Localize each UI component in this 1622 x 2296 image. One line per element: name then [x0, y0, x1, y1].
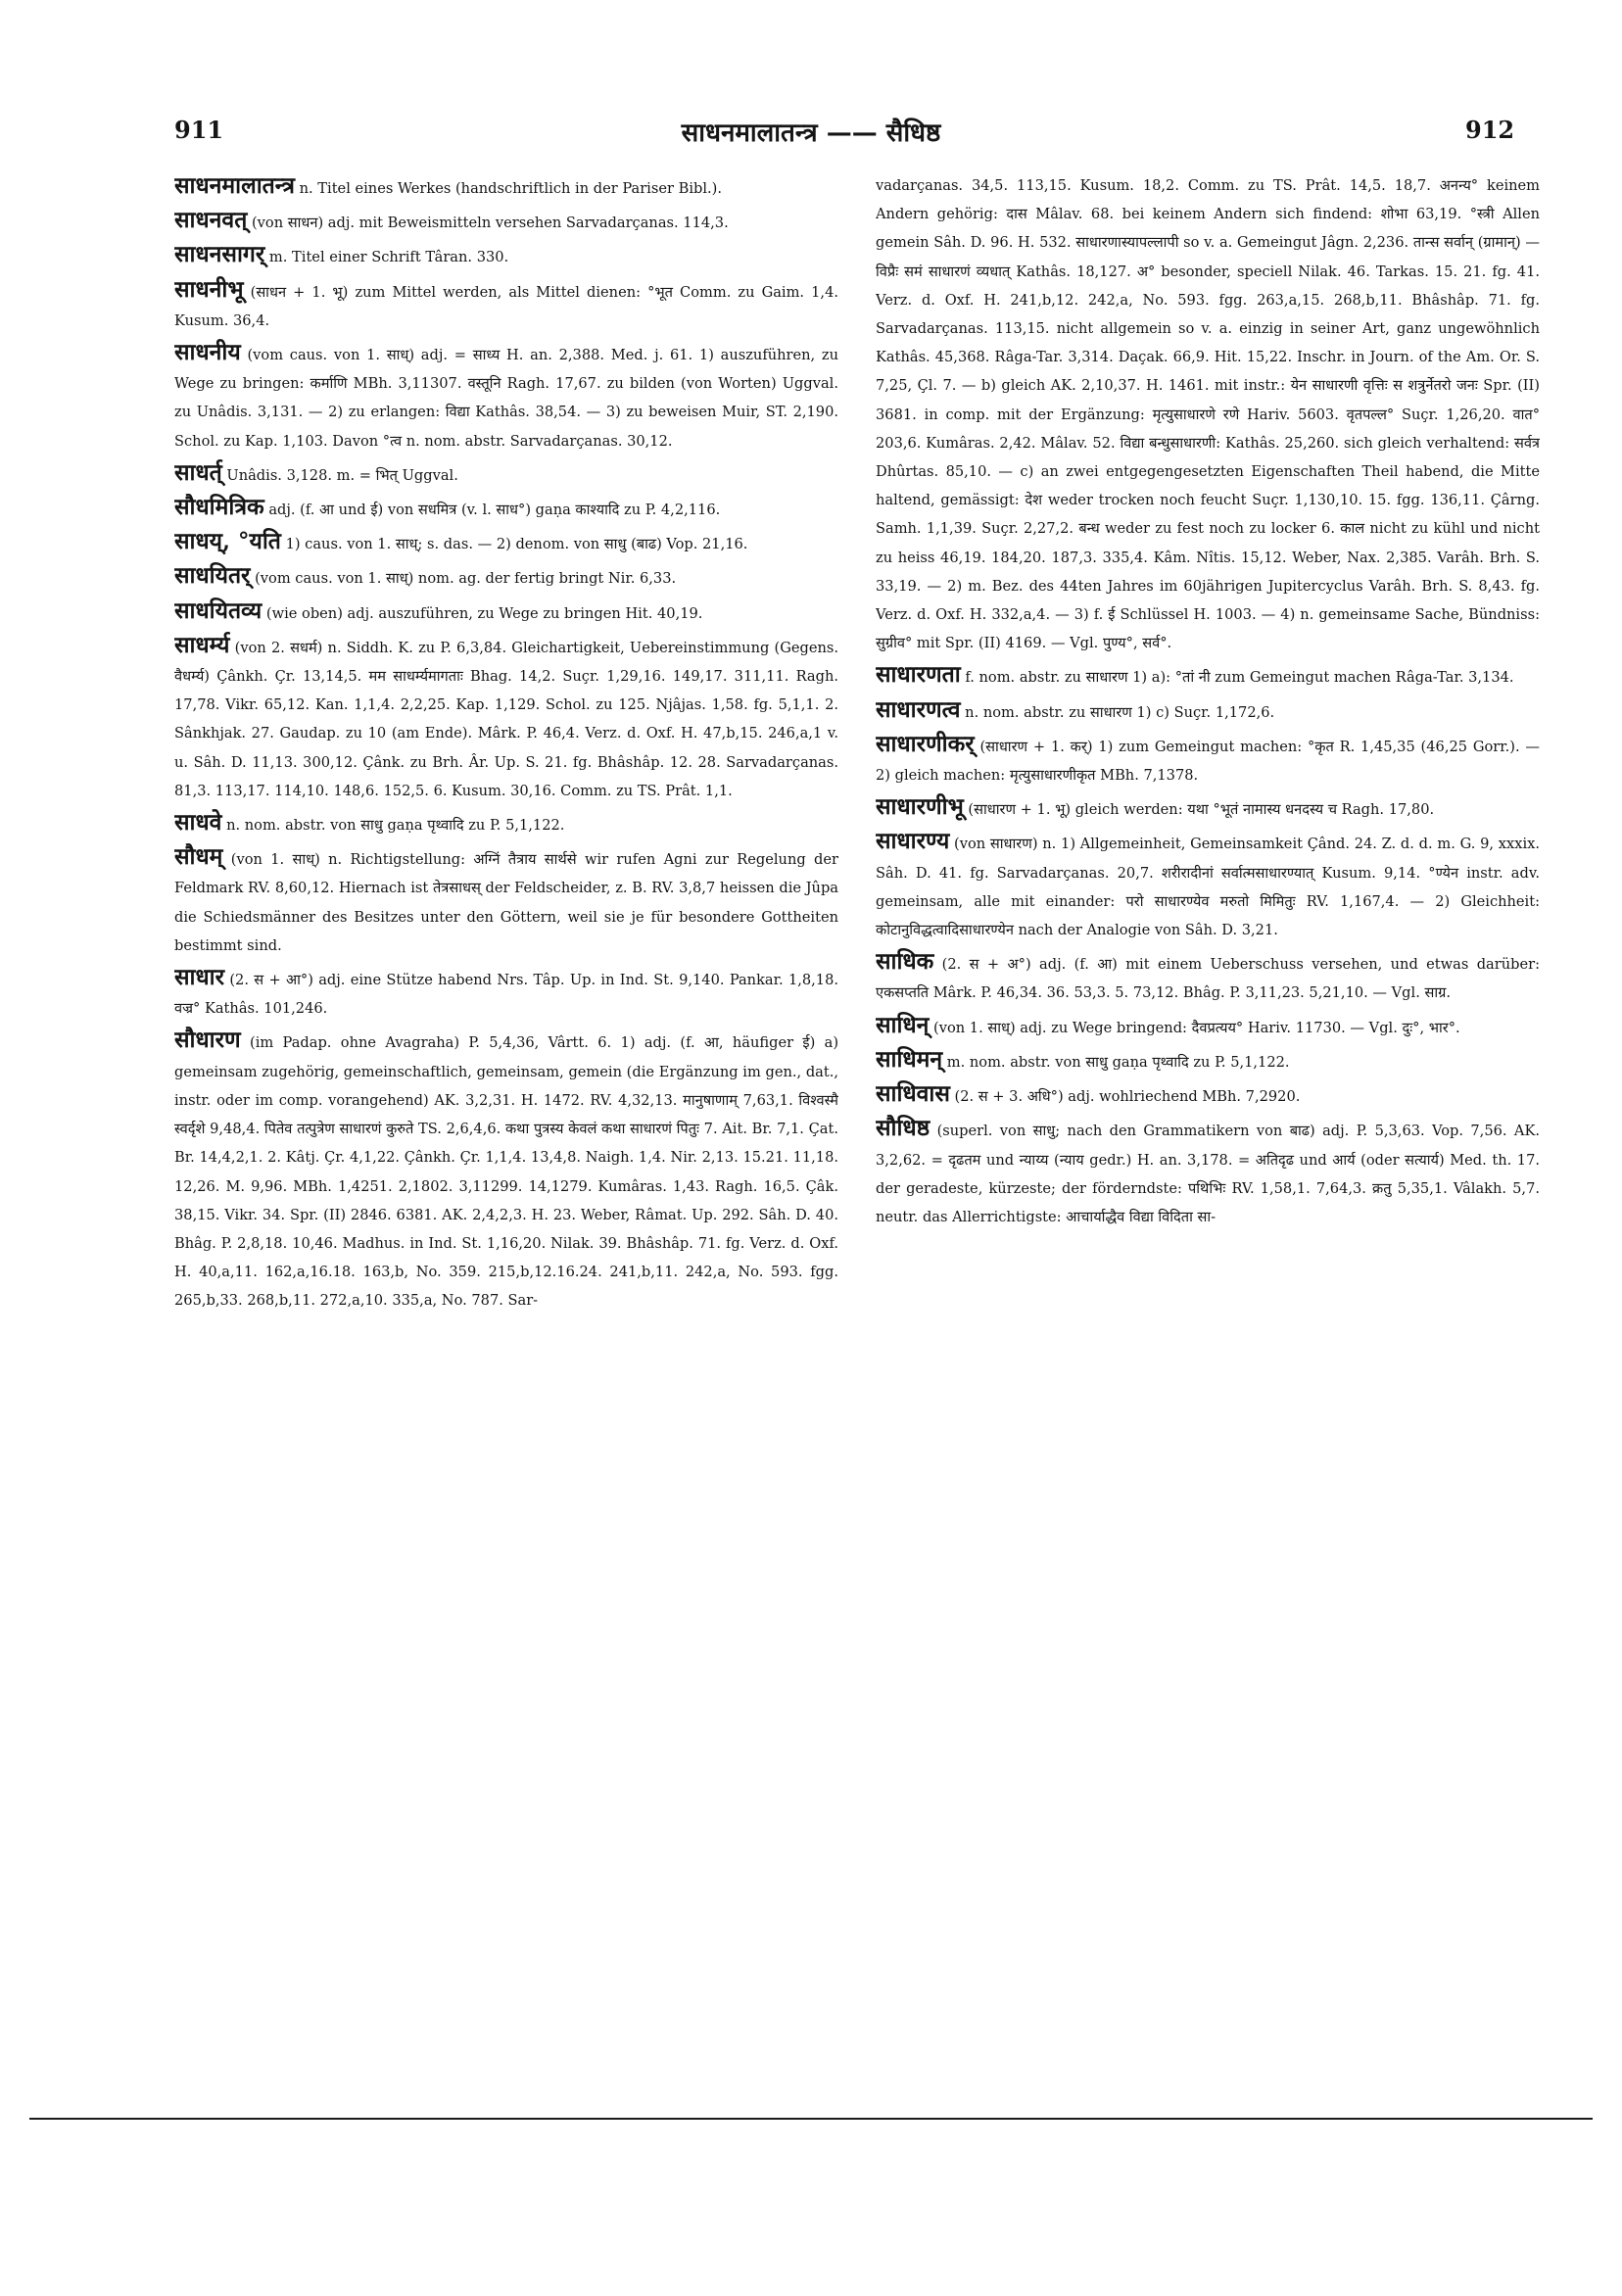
entry-definition: (2. स + 3. अधि°) adj. wohlriechend MBh. 7,2920.	[954, 1088, 1301, 1106]
entry-headword: साधयितव्य	[174, 597, 262, 624]
entry-headword: साधारणीकर्	[876, 730, 975, 757]
entry-headword: साधनमालातन्त्र	[174, 172, 295, 199]
entry-headword: साधारणता	[876, 661, 961, 689]
entry-definition: f. nom. abstr. zu साधारण 1) a): °तां नी zum Gemeingut machen Râga-Tar. 3,134.	[965, 669, 1514, 687]
entry-definition: m. nom. abstr. von साधु gaṇa पृथ्वादि zu P. 5,1,122.	[946, 1053, 1290, 1071]
entry-definition: (wie oben) adj. auszuführen, zu Wege zu bringen Hit. 40,19.	[265, 604, 703, 622]
entry-definition: adj. (f. आ und ई) von सधमित्र (v. l. साध°) gaṇa काश्यादि zu P. 4,2,116.	[268, 502, 721, 519]
running-head: साधनमालातन्त्र —— सैधिष्ठ	[681, 119, 941, 148]
bottom-rule	[29, 2118, 1593, 2120]
entry-headword: सौधारण	[174, 1027, 241, 1054]
entry-headword: साधिन्	[876, 1011, 930, 1038]
dictionary-entry	[174, 561, 838, 593]
entry-definition: (2. स + अ°) adj. (f. आ) mit einem Ueberschuss versehen, und etwas darüber: एकसप्तति Mârk. P. 46,34. 36. 53,3. 5. 73,12. Bhâg. P. 3,11,23. 5,21,10. — Vgl. साग्र.	[876, 956, 1540, 1002]
entry-definition: n. Titel eines Werkes (handschriftlich in der Pariser Bibl.).	[299, 180, 722, 197]
entry-definition: 1) caus. von 1. साध्; s. das. — 2) denom. von साधु (बाढ) Vop. 21,16.	[285, 536, 748, 553]
entry-headword: साधय्, °यति	[174, 528, 281, 555]
dictionary-entry	[174, 240, 838, 271]
dictionary-entry	[876, 827, 1540, 944]
dictionary-entry	[174, 275, 838, 335]
dictionary-entry	[174, 1026, 838, 1315]
entry-headword: सौधिष्ठ	[876, 1115, 930, 1142]
entry-headword: साधार	[174, 964, 225, 991]
entry-headword: साधयितर्	[174, 562, 251, 590]
dictionary-entry	[876, 660, 1540, 692]
dictionary-entry	[174, 493, 838, 524]
entry-definition: Unâdis. 3,128. m. = भित् Uggval.	[226, 466, 458, 484]
entry-definition: (2. स + आ°) adj. eine Stütze habend Nrs. Tâp. Up. in Ind. St. 9,140. Pankar. 1,8,18. वज्र° Kathâs. 101,246.	[174, 972, 838, 1018]
entry-definition: (von 1. साध्) n. Richtigstellung: अग्निं तैत्राय सार्थसे wir rufen Agni zur Regelung der Feldmark RV. 8,60,12. Hiernach ist तेत्रसाधस् der Feldscheider, z. B. RV. 3,8,7 heissen die Jûpa die Schiedsmänner des Besitzes unter den Göttern, weil sie je für besondere Gottheiten bestimmt sind.	[174, 851, 838, 954]
entry-definition: n. nom. abstr. zu साधारण 1) c) Suçr. 1,172,6.	[965, 703, 1275, 721]
entry-headword: साधनीभू	[174, 275, 244, 303]
entry-headword: साधनसागर्	[174, 241, 265, 268]
dictionary-entry	[876, 947, 1540, 1007]
entry-headword: साधिमन्	[876, 1045, 943, 1073]
entry-definition: (साधन + 1. भू) zum Mittel werden, als Mittel dienen: °भूत Comm. zu Gaim. 1,4. Kusum. 36,4.	[174, 283, 838, 329]
page-number-right: 912	[1465, 116, 1515, 144]
entry-headword: साधारण्य	[876, 828, 950, 855]
entry-definition: n. nom. abstr. von साधु gaṇa पृथ्वादि zu P. 5,1,122.	[226, 817, 565, 835]
dictionary-entry	[174, 631, 838, 805]
dictionary-entry	[876, 730, 1540, 789]
entry-headword: साधिक	[876, 948, 934, 976]
left-column	[174, 171, 838, 2013]
dictionary-entry	[876, 1114, 1540, 1231]
entry-definition: (von साधन) adj. mit Beweismitteln versehen Sarvadarçanas. 114,3.	[251, 215, 729, 232]
entry-definition: (von 1. साध्) adj. zu Wege bringend: दैवप्रत्यय° Hariv. 11730. — Vgl. दुः°, भार°.	[933, 1019, 1460, 1036]
dictionary-entry	[174, 206, 838, 237]
dictionary-entry	[174, 597, 838, 628]
entry-definition: (साधारण + 1. भू) gleich werden: यथा °भूतं नामास्य धनदस्य च Ragh. 17,80.	[968, 801, 1435, 819]
entry-headword: साधारणीभू	[876, 793, 964, 821]
dictionary-entry	[174, 338, 838, 455]
dictionary-entry	[174, 527, 838, 558]
entry-headword: साधारणत्व	[876, 695, 961, 723]
page-number-left: 911	[174, 116, 224, 144]
entry-definition: (vom caus. von 1. साध्) adj. = साध्य H. an. 2,388. Med. j. 61. 1) auszuführen, zu Wege zu bringen: कर्माणि MBh. 3,11307. वस्तूनि Ragh. 17,67. zu bilden (von Worten) Uggval. zu Unâdis. 3,131. — 2) zu erlangen: विद्या Kathâs. 38,54. — 3) zu beweisen Muir, ST. 2,190. Schol. zu Kap. 1,103. Davon °त्व n. nom. abstr. Sarvadarçanas. 30,12.	[174, 347, 838, 450]
entry-definition: vadarçanas. 34,5. 113,15. Kusum. 18,2. Comm. zu TS. Prât. 14,5. 18,7. अनन्य° keinem Andern gehörig: दास Mâlav. 68. bei keinem Andern sich findend: शोभा 63,19. °स्त्री Allen gemein Sâh. D. 96. H. 532. साधारणास्यापल्लापी so v. a. Gemeingut Jâgn. 2,236. तान्स सर्वान् (ग्रामान्) — विप्रैः समं साधारणं व्यधात् Kathâs. 18,127. अ° besonder, speciell Nilak. 46. Tarkas. 15. 21. fg. 41. Verz. d. Oxf. H. 241,b,12. 242,a, No. 593. fgg. 263,a,15. 268,b,11. Bhâshâp. 71. fg. Sarvadarçanas. 113,15. nicht allgemein so v. a. einzig in seiner Art, ganz ungewöhnlich Kathâs. 45,368. Râga-Tar. 3,314. Daçak. 66,9. Hit. 15,22. Inschr. in Journ. of the Am. Or. S. 7,25, Çl. 7. — b) gleich AK. 2,10,37. H. 1461. mit instr.: येन साधारणी वृत्तिः स शत्रुर्नेतरो जनः Spr. (II) 3681. in comp. mit der Ergänzung: मृत्युसाधारणे रणे Hariv. 5603. वृतपल्ल° Suçr. 1,26,20. वात° 203,6. Kumâras. 2,42. Mâlav. 52. विद्या बन्धुसाधारणी: Kathâs. 25,260. sich gleich verhaltend: सर्वत्र Dhûrtas. 85,10. — c) an zwei entgegengesetzten Eigenschaften Theil habend, die Mitte haltend, gemässigt: देश weder trocken noch feucht Suçr. 1,130,10. 15. fgg. 136,11. Çârng. Samh. 1,1,39. Suçr. 2,27,2. बन्ध weder zu fest noch zu locker 6. काल nicht zu kühl und nicht zu heiss 46,19. 184,20. 187,3. 335,4. Kâm. Nîtis. 15,12. Weber, Nax. 2,385. Varâh. Brh. S. 33,19. — 2) m. Bez. des 44ten Jahres im 60jährigen Jupitercyclus Varâh. Brh. S. 8,43. fg. Verz. d. Oxf. H. 332,a,4. — 3) f. ई Schlüssel H. 1003. — 4) n. gemeinsame Sache, Bündniss: सुग्रीव° mit Spr. (II) 4169. — Vgl. पुण्य°, सर्व°.	[876, 177, 1540, 652]
dictionary-entry	[876, 695, 1540, 727]
dictionary-entry	[174, 458, 838, 490]
entry-definition: (von साधारण) n. 1) Allgemeinheit, Gemeinsamkeit Çând. 24. Z. d. d. m. G. 9, xxxix. Sâh. D. 41. fg. Sarvadarçanas. 20,7. शरीरादीनां सर्वात्मसाधारण्यात् Kusum. 9,14. °ण्येन instr. adv. gemeinsam, alle mit einander: परो साधारण्येव मरुतो मिमितुः RV. 1,167,4. — 2) Gleichheit: कोटानुविद्धत्वादिसाधारण्येन nach der Analogie von Sâh. D. 3,21.	[876, 836, 1540, 939]
dictionary-entry	[876, 792, 1540, 824]
dictionary-entry	[876, 1011, 1540, 1042]
entry-definition: (im Padap. ohne Avagraha) P. 5,4,36, Vârtt. 6. 1) adj. (f. आ, häufiger ई) a) gemeinsam zugehörig, gemeinschaftlich, gemeinsam, gemein (die Ergänzung im gen., dat., instr. oder im comp. vorangehend) AK. 3,2,31. H. 1472. RV. 4,32,13. मानुषाणाम् 7,63,1. विश्वस्मै स्वर्दृशे 9,48,4. पितेव तत्पुत्रेण साधारणं कुरुते TS. 2,6,4,6. कथा पुत्रस्य केवलं कथा साधारणं पितुः 7. Ait. Br. 7,1. Çat. Br. 14,4,2,1. 2. Kâtj. Çr. 4,1,22. Çânkh. Çr. 1,1,4. 13,4,8. Naigh. 1,4. Nir. 2,13. 15.21. 11,18. 12,26. M. 9,96. MBh. 1,4251. 2,1802. 3,11299. 14,1279. Kumâras. 1,43. Ragh. 16,5. Çâk. 38,15. Vikr. 34. Spr. (II) 2846. 6381. AK. 2,4,2,3. H. 23. Weber, Râmat. Up. 292. Sâh. D. 40. Bhâg. P. 2,8,18. 10,46. Madhus. in Ind. St. 1,16,20. Nilak. 39. Bhâshâp. 71. fg. Verz. d. Oxf. H. 40,a,11. 162,a,16.18. 163,b, No. 359. 215,b,12.16.24. 241,b,11. 242,a, No. 593. fgg. 265,b,33. 268,b,11. 272,a,10. 335,a, No. 787. Sar-	[174, 1034, 838, 1310]
entry-headword: साधर्त्	[174, 458, 222, 486]
entry-definition: (von 2. सधर्म) n. Siddh. K. zu P. 6,3,84. Gleichartigkeit, Uebereinstimmung (Gegens. वैधर्म्य) Çânkh. Çr. 13,14,5. मम साधर्म्यमागताः Bhag. 14,2. Suçr. 1,29,16. 149,17. 311,11. Ragh. 17,78. Vikr. 65,12. Kan. 1,1,4. 2,2,25. Kap. 1,129. Schol. zu 125. Njâjas. 1,58. fg. 5,1,1. 2. Sânkhjak. 27. Gaudap. zu 10 (am Ende). Mârk. P. 46,4. Verz. d. Oxf. H. 47,b,15. 246,a,1 v. u. Sâh. D. 11,13. 300,12. Çânk. zu Brh. Âr. Up. S. 21. fg. Bhâshâp. 12. 28. Sarvadarçanas. 81,3. 113,17. 114,10. 148,6. 152,5. 6. Kusum. 30,16. Comm. zu TS. Prât. 1,1.	[174, 639, 838, 799]
entry-definition: m. Titel einer Schrift Târan. 330.	[268, 249, 509, 266]
dictionary-entry	[174, 963, 838, 1023]
dictionary-entry	[174, 808, 838, 839]
entry-headword: साधिवास	[876, 1080, 950, 1108]
entry-headword: सौधमित्रिक	[174, 494, 264, 521]
entry-headword: साधनवत्	[174, 207, 248, 234]
entry-headword: साधनीय	[174, 339, 241, 366]
dictionary-entry	[876, 1045, 1540, 1076]
right-column	[876, 171, 1540, 2013]
dictionary-entry	[876, 171, 1540, 657]
entry-definition: (vom caus. von 1. साध्) nom. ag. der fertig bringt Nir. 6,33.	[255, 570, 677, 588]
entry-headword: सौधम्	[174, 843, 223, 871]
entry-definition: (superl. von साधु; nach den Grammatikern von बाढ) adj. P. 5,3,63. Vop. 7,56. AK. 3,2,62. = दृढतम und न्याय्य (न्याय gedr.) H. an. 3,178. = अतिदृढ und आर्य (oder सत्यार्य) Med. th. 17. der geradeste, kürzeste; der förderndste: पथिभिः RV. 1,58,1. 7,64,3. क्रतु 5,35,1. Vâlakh. 5,7. neutr. das Allerrichtigste: आचार्याद्धैव विद्या विदिता सा-	[876, 1123, 1540, 1225]
entry-headword: साधर्म्य	[174, 631, 230, 658]
dictionary-entry	[174, 842, 838, 960]
dictionary-entry	[876, 1079, 1540, 1111]
dictionary-entry	[174, 171, 838, 203]
entry-headword: साधवे	[174, 809, 222, 837]
entry-definition: (साधारण + 1. कर्) 1) zum Gemeingut machen: °कृत R. 1,45,35 (46,25 Gorr.). — 2) gleich machen: मृत्युसाधारणीकृत MBh. 7,1378.	[876, 738, 1540, 785]
